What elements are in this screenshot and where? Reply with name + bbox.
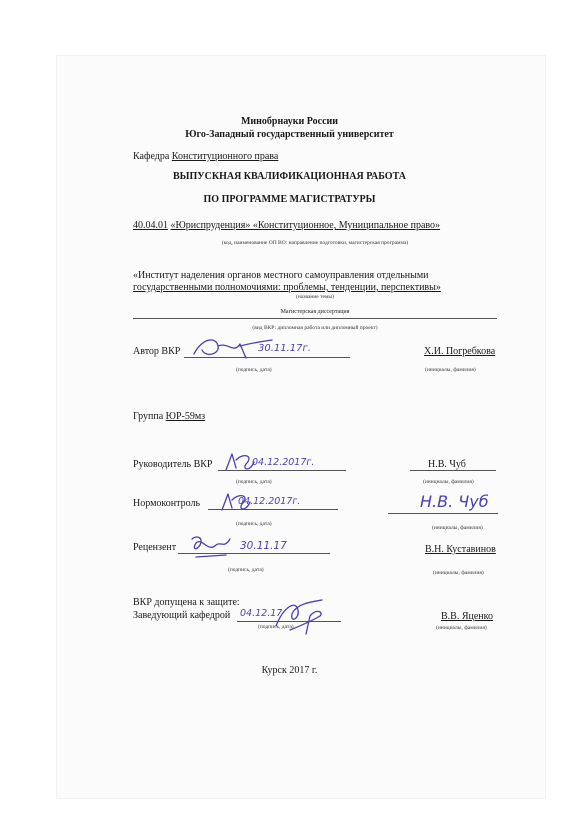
admission-caption-sign: (подпись, дата) xyxy=(258,624,294,630)
supervisor-label: Руководитель ВКР xyxy=(133,459,213,470)
admission-date: 04.12.17 xyxy=(240,608,283,619)
work-kind-underline xyxy=(133,318,497,319)
group-label: Группа xyxy=(133,411,164,422)
document-page xyxy=(57,56,545,798)
program-line xyxy=(133,221,440,231)
work-title: ВЫПУСКНАЯ КВАЛИФИКАЦИОННАЯ РАБОТА xyxy=(173,171,406,182)
reviewer-label: Рецензент xyxy=(133,542,177,553)
normcontrol-caption-name: (инициалы, фамилия) xyxy=(432,525,483,531)
reviewer-signature-icon xyxy=(186,531,234,565)
reviewer-date: 30.11.17 xyxy=(240,540,287,552)
department-prefix: Кафедра xyxy=(133,151,170,162)
program-caption: (код, наименование ОП ВО: направление подготовки, магистерская программа) xyxy=(221,240,409,246)
admission-name: В.В. Яценко xyxy=(441,611,494,622)
city-year: Курск 2017 г. xyxy=(261,665,318,676)
normcontrol-name: Н.В. Чуб xyxy=(420,492,489,511)
author-name: Х.И. Погребкова xyxy=(424,346,496,357)
supervisor-name: Н.В. Чуб xyxy=(428,459,466,470)
program-code: 40.04.01 xyxy=(133,220,168,231)
supervisor-date: 04.12.2017г. xyxy=(252,457,315,468)
admission-line: ВКР допущена к защите: xyxy=(133,597,240,608)
author-caption-name: (инициалы, фамилия) xyxy=(425,367,476,373)
author-label: Автор ВКР xyxy=(133,346,181,357)
normcontrol-date: 04.12.2017г. xyxy=(238,496,301,507)
work-kind-caption: (вид ВКР: дипломная работа или дипломный проект) xyxy=(252,325,378,331)
department-line xyxy=(133,152,278,162)
admission-caption-name: (инициалы, фамилия) xyxy=(436,625,487,631)
topic-caption: (название темы) xyxy=(296,294,334,300)
normcontrol-name-line xyxy=(388,513,498,514)
supervisor-caption-sign: (подпись, дата) xyxy=(236,479,272,485)
department-name: Конституционного права xyxy=(171,151,279,162)
author-caption-sign: (подпись, дата) xyxy=(236,367,272,373)
normcontrol-label: Нормоконтроль xyxy=(133,498,201,509)
group-value: ЮР-59мз xyxy=(165,411,206,422)
supervisor-caption-name: (инициалы, фамилия) xyxy=(423,479,474,485)
program-text: «Юриспруденция» «Конституционное, Муниципальное право» xyxy=(170,220,441,231)
admission-label: Заведующий кафедрой xyxy=(133,610,231,621)
work-subtitle: ПО ПРОГРАММЕ МАГИСТРАТУРЫ xyxy=(203,194,376,205)
work-kind: Магистерская диссертация xyxy=(280,309,350,315)
supervisor-name-line xyxy=(410,470,496,471)
reviewer-name: В.Н. Куставинов xyxy=(425,544,496,555)
author-date: 30.11.17г. xyxy=(258,343,311,354)
university-name: Юго-Западный государственный университет xyxy=(185,129,394,140)
reviewer-caption-name: (инициалы, фамилия) xyxy=(433,570,484,576)
ministry-name: Минобрнауки России xyxy=(240,116,339,127)
normcontrol-caption-sign: (подпись, дата) xyxy=(236,521,272,527)
admission-signature-icon xyxy=(270,596,330,640)
group-line xyxy=(133,412,205,422)
reviewer-caption-sign: (подпись, дата) xyxy=(228,567,264,573)
topic-line-2: государственными полномочиями: проблемы, тенденции, перспективы» xyxy=(133,282,441,293)
topic-line-1: «Институт наделения органов местного самоуправления отдельными xyxy=(133,270,429,281)
